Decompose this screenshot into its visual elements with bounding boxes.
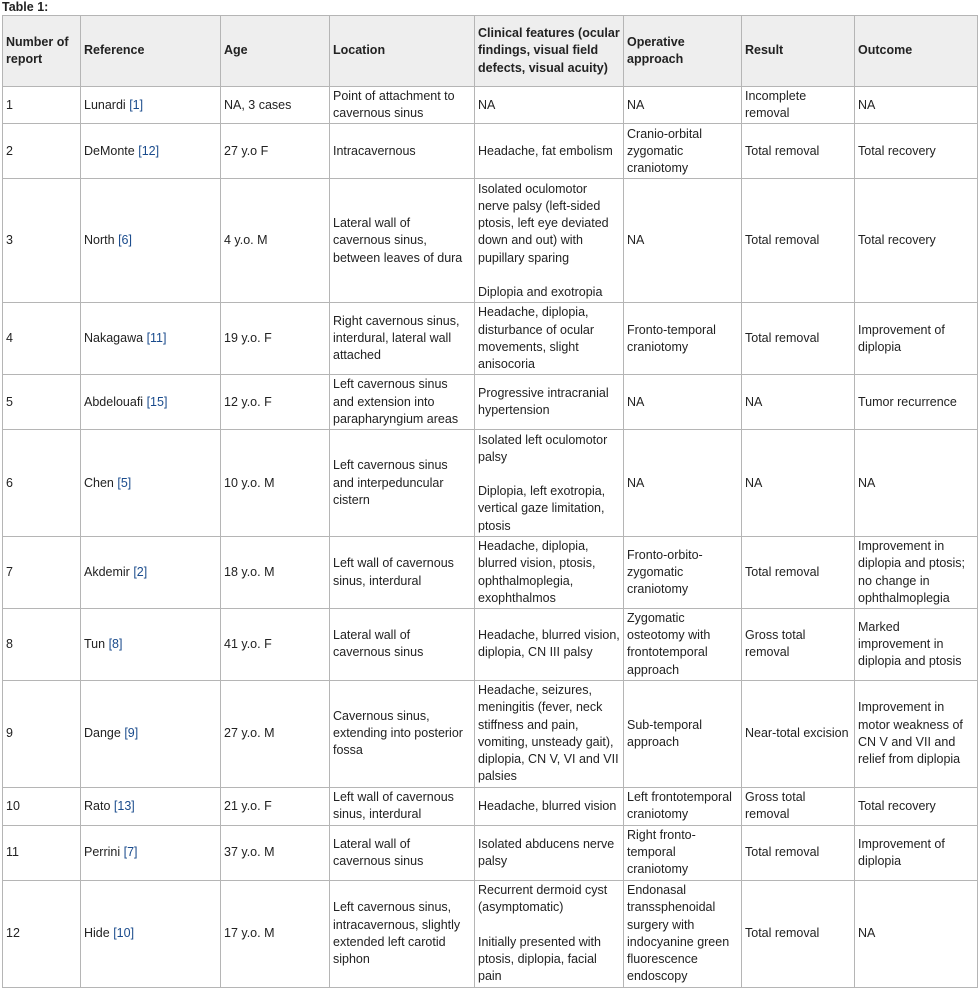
paragraph-gap [478,917,620,934]
location-cell: Intracavernous [330,124,475,179]
age-cell: 10 y.o. M [221,430,330,537]
reference-citation-link[interactable]: [9] [124,726,139,741]
clinical-features-secondary: Initially presented with ptosis, diplopia, facial pain [478,934,601,984]
clinical-features-cell [475,537,624,609]
paragraph-gap [478,466,620,483]
clinical-features-primary: Isolated left oculomotor palsy [478,432,608,464]
outcome-cell: Improvement in motor weakness of CN V and VII and relief from diplopia [855,680,978,787]
report-number-cell: 4 [3,303,81,375]
location-cell: Lateral wall of cavernous sinus, between leaves of dura [330,179,475,303]
clinical-features-secondary: Diplopia and exotropia [478,284,603,299]
result-cell: NA [742,375,855,430]
reference-citation-link[interactable]: [10] [113,926,135,941]
header-clinical-features: Clinical features (ocular findings, visual field defects, visual acuity) [475,16,624,87]
report-number-cell: 10 [3,787,81,825]
header-result: Result [742,16,855,87]
age-cell: NA, 3 cases [221,87,330,124]
location-cell: Lateral wall of cavernous sinus [330,825,475,880]
result-cell: Total removal [742,179,855,303]
table-row [3,87,978,124]
reference-author: Hide [84,926,110,941]
reference-author: Lunardi [84,97,126,112]
age-cell: 41 y.o. F [221,609,330,681]
report-number-cell: 12 [3,880,81,987]
reference-author: Akdemir [84,565,130,580]
operative-approach-cell: NA [624,430,742,537]
report-number-cell: 3 [3,179,81,303]
age-cell: 4 y.o. M [221,179,330,303]
header-age: Age [221,16,330,87]
age-cell: 21 y.o. F [221,787,330,825]
reference-cell [81,430,221,537]
clinical-features-cell [475,880,624,987]
outcome-cell: Improvement of diplopia [855,303,978,375]
reference-cell [81,179,221,303]
reference-cell [81,825,221,880]
reference-citation-link[interactable]: [1] [129,97,144,112]
result-cell: Gross total removal [742,787,855,825]
clinical-features-primary: Isolated abducens nerve palsy [478,836,615,868]
reference-author: Rato [84,798,111,813]
reference-citation-link[interactable]: [12] [138,143,160,158]
result-cell: Total removal [742,880,855,987]
reference-cell [81,124,221,179]
reference-author: Nakagawa [84,331,144,346]
reference-author: DeMonte [84,143,135,158]
reference-cell [81,880,221,987]
table-row [3,430,978,537]
report-number-cell: 7 [3,537,81,609]
outcome-cell: NA [855,430,978,537]
table-row [3,179,978,303]
table-row [3,303,978,375]
operative-approach-cell: Zygomatic osteotomy with frontotemporal approach [624,609,742,681]
clinical-features-primary: Headache, diplopia, disturbance of ocular movements, slight anisocoria [478,305,595,372]
result-cell: Total removal [742,825,855,880]
reference-author: Abdelouafi [84,394,144,409]
clinical-features-primary: Headache, blurred vision [478,798,617,813]
reference-citation-link[interactable]: [15] [146,394,168,409]
reference-author: Dange [84,726,121,741]
reference-cell [81,609,221,681]
operative-approach-cell: Left frontotemporal craniotomy [624,787,742,825]
reference-cell [81,537,221,609]
report-number-cell: 9 [3,680,81,787]
table-caption: Table 1: [2,0,49,14]
location-cell: Lateral wall of cavernous sinus [330,609,475,681]
clinical-features-primary: NA [478,97,496,112]
reference-cell [81,787,221,825]
report-number-cell: 8 [3,609,81,681]
location-cell: Right cavernous sinus, interdural, lateral wall attached [330,303,475,375]
report-number-cell: 2 [3,124,81,179]
operative-approach-cell: Endonasal transsphenoidal surgery with indocyanine green fluorescence endoscopy [624,880,742,987]
operative-approach-cell: Fronto-temporal craniotomy [624,303,742,375]
clinical-features-cell [475,787,624,825]
location-cell: Left cavernous sinus and interpeduncular cistern [330,430,475,537]
result-cell: Total removal [742,537,855,609]
reference-citation-link[interactable]: [2] [133,565,148,580]
clinical-features-primary: Recurrent dermoid cyst (asymptomatic) [478,883,608,915]
reference-author: North [84,233,115,248]
age-cell: 27 y.o. M [221,680,330,787]
operative-approach-cell: Sub-temporal approach [624,680,742,787]
result-cell: Total removal [742,303,855,375]
header-location: Location [330,16,475,87]
table-row [3,609,978,681]
clinical-features-primary: Headache, fat embolism [478,143,613,158]
clinical-features-cell [475,430,624,537]
outcome-cell: Improvement of diplopia [855,825,978,880]
operative-approach-cell: Cranio-orbital zygomatic craniotomy [624,124,742,179]
report-number-cell: 5 [3,375,81,430]
clinical-features-cell [475,375,624,430]
outcome-cell: Marked improvement in diplopia and ptosis [855,609,978,681]
age-cell: 12 y.o. F [221,375,330,430]
reference-cell [81,87,221,124]
clinical-features-primary: Headache, blurred vision, diplopia, CN III palsy [478,628,620,660]
table-row [3,787,978,825]
location-cell: Left cavernous sinus and extension into parapharyngium areas [330,375,475,430]
clinical-features-primary: Isolated oculomotor nerve palsy (left-sided ptosis, left eye deviated down and out) with pupillary sparing [478,181,609,265]
result-cell: Near-total excision [742,680,855,787]
clinical-features-cell [475,179,624,303]
age-cell: 17 y.o. M [221,880,330,987]
case-reports-table [2,15,978,988]
operative-approach-cell: NA [624,179,742,303]
reference-cell [81,375,221,430]
location-cell: Cavernous sinus, extending into posterior fossa [330,680,475,787]
reference-citation-link[interactable]: [11] [146,331,167,346]
location-cell: Left wall of cavernous sinus, interdural [330,537,475,609]
header-outcome: Outcome [855,16,978,87]
table-row [3,124,978,179]
report-number-cell: 6 [3,430,81,537]
age-cell: 18 y.o. M [221,537,330,609]
table-row [3,537,978,609]
operative-approach-cell: Fronto-orbito-zygomatic craniotomy [624,537,742,609]
reference-citation-link[interactable]: [7] [123,845,138,860]
table-body [3,87,978,988]
outcome-cell: NA [855,87,978,124]
outcome-cell: Tumor recurrence [855,375,978,430]
reference-cell [81,680,221,787]
outcome-cell: Total recovery [855,124,978,179]
clinical-features-primary: Progressive intracranial hypertension [478,386,609,418]
clinical-features-cell [475,124,624,179]
clinical-features-primary: Headache, seizures, meningitis (fever, neck stiffness and pain, vomiting, unsteady gait), diplopia, CN V, VI and VII palsies [478,683,619,784]
table-row [3,680,978,787]
reference-citation-link[interactable]: [13] [113,798,135,813]
operative-approach-cell: Right fronto-temporal craniotomy [624,825,742,880]
header-operative-approach: Operative approach [624,16,742,87]
result-cell: Total removal [742,124,855,179]
operative-approach-cell: NA [624,375,742,430]
result-cell: NA [742,430,855,537]
reference-cell [81,303,221,375]
report-number-cell: 1 [3,87,81,124]
clinical-features-cell [475,680,624,787]
clinical-features-cell [475,825,624,880]
header-row [3,16,978,87]
age-cell: 19 y.o. F [221,303,330,375]
clinical-features-primary: Headache, diplopia, blurred vision, ptosis, ophthalmoplegia, exophthalmos [478,539,596,605]
outcome-cell: Improvement in diplopia and ptosis; no change in ophthalmoplegia [855,537,978,609]
outcome-cell: NA [855,880,978,987]
table-row [3,880,978,987]
clinical-features-cell [475,87,624,124]
reference-author: Tun [84,636,106,651]
age-cell: 27 y.o F [221,124,330,179]
location-cell: Left wall of cavernous sinus, interdural [330,787,475,825]
reference-author: Perrini [84,845,121,860]
reference-citation-link[interactable]: [8] [108,636,123,651]
operative-approach-cell: NA [624,87,742,124]
header-number-of-report: Number of report [3,16,81,87]
clinical-features-cell [475,609,624,681]
location-cell: Left cavernous sinus, intracavernous, slightly extended left carotid siphon [330,880,475,987]
result-cell: Gross total removal [742,609,855,681]
reference-citation-link[interactable]: [5] [117,475,132,490]
paragraph-gap [478,267,620,284]
location-cell: Point of attachment to cavernous sinus [330,87,475,124]
header-reference: Reference [81,16,221,87]
outcome-cell: Total recovery [855,179,978,303]
table-row [3,825,978,880]
table-row [3,375,978,430]
reference-author: Chen [84,475,114,490]
report-number-cell: 11 [3,825,81,880]
age-cell: 37 y.o. M [221,825,330,880]
result-cell: Incomplete removal [742,87,855,124]
clinical-features-secondary: Diplopia, left exotropia, vertical gaze limitation, ptosis [478,484,606,533]
reference-citation-link[interactable]: [6] [118,233,132,248]
clinical-features-cell [475,303,624,375]
outcome-cell: Total recovery [855,787,978,825]
